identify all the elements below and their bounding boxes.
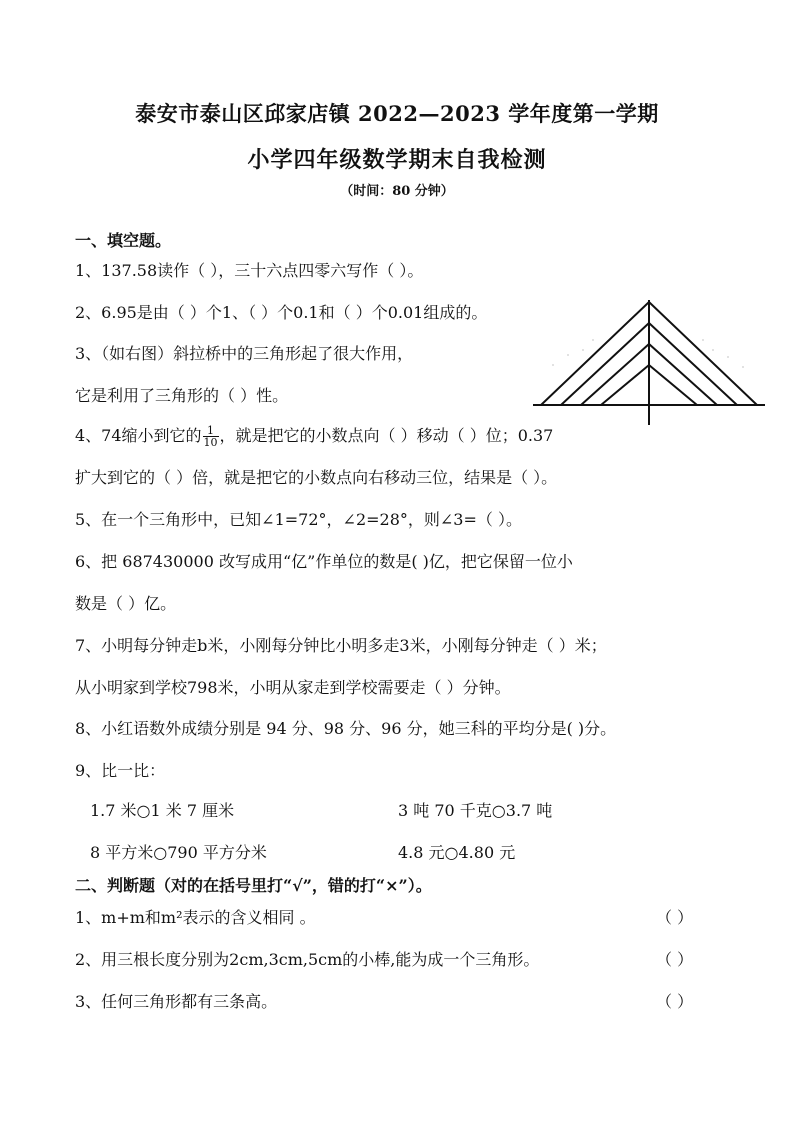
- judge-answer-paren-3[interactable]: （ ）: [656, 992, 694, 1011]
- question-4-text-a: 4、74缩小到它的: [75, 426, 202, 445]
- compare-item-1: 1.7 米○1 米 7 厘米: [90, 801, 235, 820]
- judge-item-1: 1、m+m和m²表示的含义相同 。: [75, 908, 316, 927]
- compare-item-2: 3 吨 70 千克○3.7 吨: [398, 801, 553, 820]
- exam-time-note: （时间：80 分钟）: [340, 184, 454, 199]
- compare-item-4: 4.8 元○4.80 元: [398, 843, 516, 862]
- question-4-text-b: ，就是把它的小数点向（ ）移动（ ）位；0.37: [219, 426, 554, 445]
- question-7-line1: 7、小明每分钟走b米，小刚每分钟比小明多走3米，小刚每分钟走（ ）米；: [75, 636, 607, 655]
- question-5: 5、在一个三角形中，已知∠1=72°，∠2=28°，则∠3=（ ）。: [75, 510, 522, 529]
- fraction-one-tenth: [203, 425, 219, 448]
- question-3-line1: 3、（如右图）斜拉桥中的三角形起了很大作用，: [75, 344, 414, 363]
- question-3-line2: 它是利用了三角形的（ ）性。: [75, 386, 289, 405]
- judge-item-3: 3、任何三角形都有三条高。: [75, 992, 278, 1011]
- section1-heading: 一、填空题。: [75, 231, 172, 250]
- question-6-line2: 数是（ ）亿。: [75, 594, 177, 613]
- exam-title-line2: 小学四年级数学期末自我检测: [247, 147, 547, 173]
- question-8: 8、小红语数外成绩分别是 94 分、98 分、96 分，她三科的平均分是( )分。: [75, 719, 617, 738]
- question-1: 1、137.58读作（ ），三十六点四零六写作（ ）。: [75, 261, 424, 280]
- cable-bridge-figure: [533, 295, 765, 425]
- compare-item-3: 8 平方米○790 平方分米: [90, 843, 267, 862]
- question-9: 9、比一比：: [75, 761, 166, 780]
- section2-heading: 二、判断题（对的在括号里打“√”，错的打“×”）。: [75, 876, 432, 895]
- question-6-line1: 6、把 687430000 改写成用“亿”作单位的数是( )亿，把它保留一位小: [75, 552, 573, 571]
- question-4-line2: 扩大到它的（ ）倍，就是把它的小数点向右移动三位，结果是（ ）。: [75, 468, 558, 487]
- question-7-line2: 从小明家到学校798米，小明从家走到学校需要走（ ）分钟。: [75, 678, 511, 697]
- exam-title-line1: 泰安市泰山区邱家店镇 2022—2023 学年度第一学期: [135, 101, 659, 126]
- question-2: 2、6.95是由（ ）个1、（ ）个0.1和（ ）个0.01组成的。: [75, 303, 488, 322]
- judge-item-2: 2、用三根长度分别为2cm,3cm,5cm的小棒,能为成一个三角形。: [75, 950, 540, 969]
- fraction-numerator: 1: [203, 425, 219, 437]
- judge-answer-paren-2[interactable]: （ ）: [656, 950, 694, 969]
- judge-answer-paren-1[interactable]: （ ）: [656, 908, 694, 927]
- fraction-denominator: 10: [203, 436, 218, 449]
- question-4-line1: [75, 423, 553, 448]
